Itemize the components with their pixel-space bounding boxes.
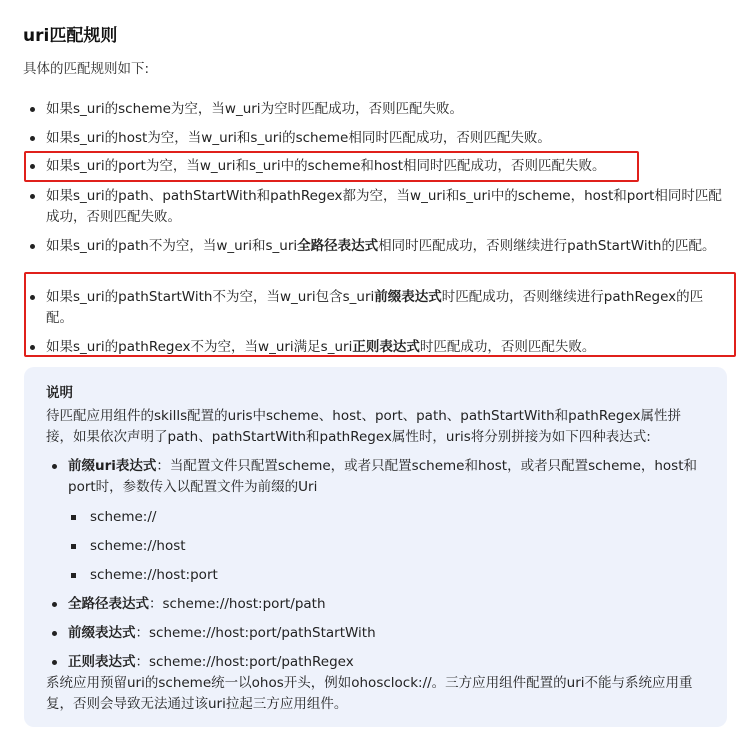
highlight-box [24, 151, 639, 182]
square-bullet-icon [71, 515, 76, 520]
rule-text: 如果s_uri的pathStartWith不为空，当w_uri包含s_uri [46, 289, 375, 305]
note-sub-item [46, 565, 707, 586]
rule-keyword: 前缀表达式 [374, 289, 442, 305]
rule-text: 如果s_uri的scheme为空，当w_uri为空时匹配成功，否则匹配失败。 [46, 101, 464, 117]
rule-text: 如果s_uri的path、pathStartWith和pathRegex都为空，当w_uri和s_uri中的scheme，host和port相同时匹配成功，否则匹配失败。 [46, 188, 722, 225]
highlight-box [24, 272, 736, 357]
note-keyword: 前缀表达式 [68, 625, 136, 641]
rule-item [30, 186, 730, 228]
note-keyword: 全路径表达式 [68, 596, 149, 612]
intro-text: 具体的匹配规则如下: [23, 61, 150, 77]
rule-text: 如果s_uri的path不为空，当w_uri和s_uri [46, 238, 298, 254]
bullet-icon [30, 244, 35, 249]
note-paragraph: 待匹配应用组件的skills配置的uris中scheme、host、port、path、pathStartWith和pathRegex属性拼接，如果依次声明了path、pathStartWith和pathRegex属性时，uris将分别拼接为如下四种表达式: [46, 408, 682, 445]
rule-item [30, 99, 730, 120]
rule-text: 时匹配成功，否则继续进行pathRegex的匹配。 [46, 289, 704, 326]
note-item-text: ：scheme://host:port/path [149, 596, 326, 612]
rule-item [30, 128, 730, 149]
uri-example: scheme:// [90, 509, 157, 525]
note-item-text: ：当配置文件只配置scheme，或者只配置scheme和host，或者只配置scheme，host和port时，参数传入以配置文件为前缀的Uri [68, 458, 698, 495]
note-sub-item [46, 536, 707, 557]
note-item-text: ：scheme://host:port/pathStartWith [135, 625, 376, 641]
uri-example: scheme://host:port [90, 567, 218, 583]
bullet-icon [52, 464, 57, 469]
bullet-icon [52, 660, 57, 665]
rule-keyword: 全路径表达式 [297, 238, 379, 254]
rule-text: 相同时匹配成功，否则继续进行pathStartWith的匹配。 [378, 238, 716, 254]
bullet-icon [52, 602, 57, 607]
square-bullet-icon [71, 544, 76, 549]
uri-example: scheme://host [90, 538, 186, 554]
rule-text: 如果s_uri的pathRegex不为空，当w_uri满足s_uri [46, 339, 353, 355]
bullet-icon [30, 136, 35, 141]
rule-item [30, 236, 730, 257]
rule-text: 时匹配成功，否则匹配失败。 [419, 339, 596, 355]
note-box [24, 367, 727, 727]
rule-text: 如果s_uri的host为空，当w_uri和s_uri的scheme相同时匹配成功，否则匹配失败。 [46, 130, 551, 146]
rule-keyword: 正则表达式 [352, 339, 420, 355]
note-list-item [46, 623, 707, 644]
note-list-item [46, 456, 707, 498]
section-heading: uri匹配规则 [23, 26, 118, 46]
square-bullet-icon [71, 573, 76, 578]
note-item-text: ：scheme://host:port/pathRegex [135, 654, 354, 670]
bullet-icon [30, 194, 35, 199]
note-keyword: 正则表达式 [68, 654, 136, 670]
rule-text: 如果s_uri的port为空，当w_uri和s_uri中的scheme和host相同时匹配成功，否则匹配失败。 [46, 158, 606, 174]
bullet-icon [30, 107, 35, 112]
note-list-item [46, 594, 707, 615]
note-sub-item [46, 507, 707, 528]
note-title: 说明 [46, 385, 73, 401]
bullet-icon [52, 631, 57, 636]
note-list-item [46, 652, 707, 673]
note-footer: 系统应用预留uri的scheme统一以ohos开头，例如ohosclock://。三方应用组件配置的uri不能与系统应用重复，否则会导致无法通过该uri拉起三方应用组件。 [46, 675, 693, 712]
note-keyword: 前缀uri表达式 [68, 458, 157, 474]
